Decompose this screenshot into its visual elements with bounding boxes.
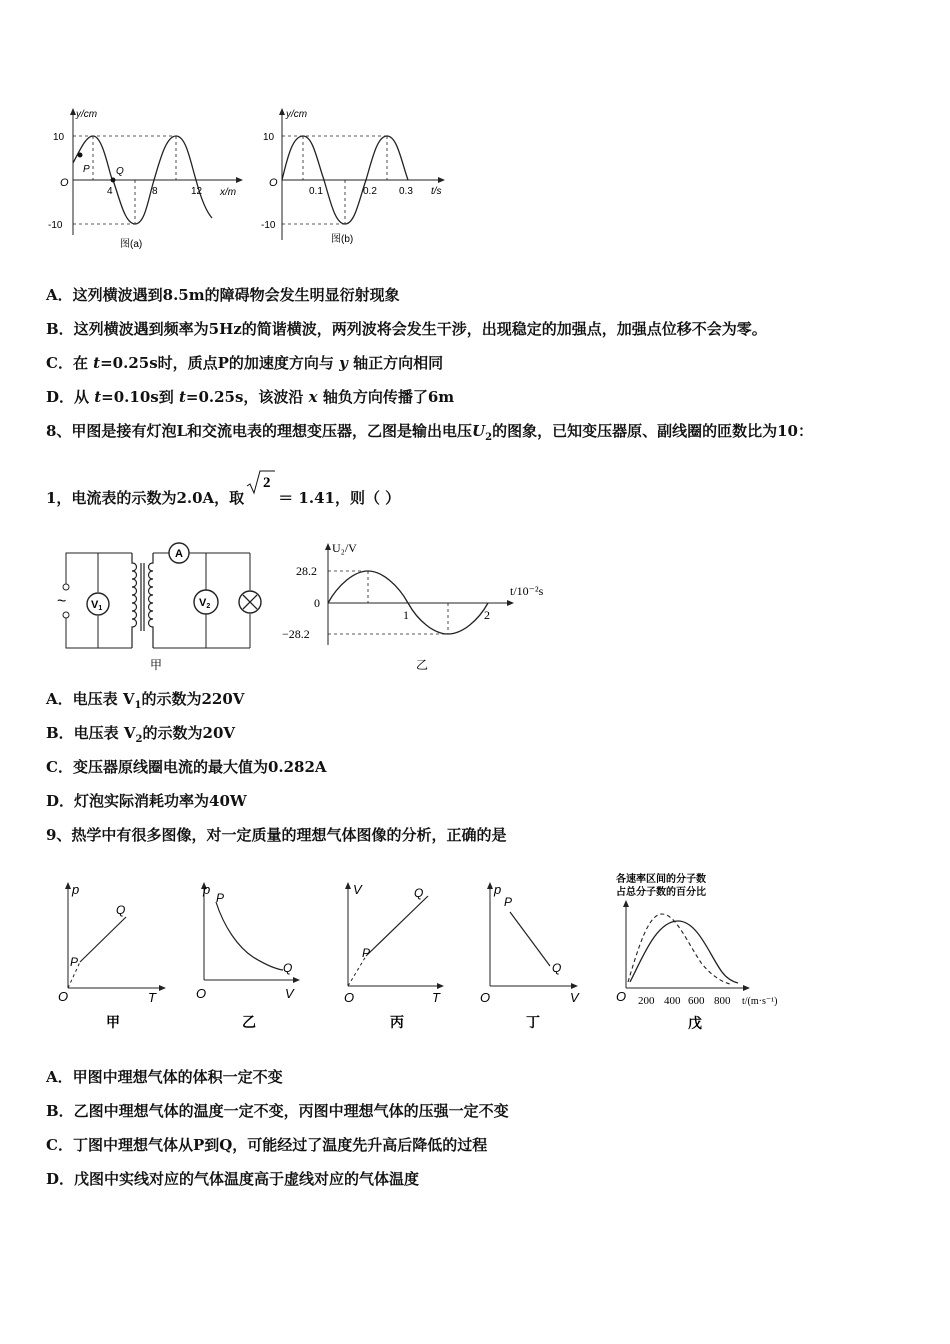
x-label: V: [285, 986, 294, 1001]
text: B．电压表 V: [46, 724, 136, 742]
text: A．电压表 V: [46, 690, 135, 708]
sub: 2: [485, 432, 493, 443]
sqrt-sign: [246, 469, 276, 495]
y-label: p: [72, 882, 80, 897]
text: 轴负方向传播了6m: [317, 388, 455, 406]
sqrt-number: 2: [263, 475, 271, 491]
sqrt-expression: [244, 475, 278, 503]
q7-option-d: [46, 387, 454, 407]
t-tick-0.1: 0.1: [309, 186, 323, 197]
var-y: y: [339, 354, 348, 372]
x-label: T: [148, 990, 156, 1005]
text: 的示数为20V: [142, 724, 236, 742]
x-tick-4: 4: [107, 186, 113, 197]
y-axis-label: y/cm: [286, 109, 308, 120]
figure-9-jia: [50, 872, 175, 1032]
figure-caption: 乙: [416, 658, 429, 672]
var-t: t: [93, 354, 101, 372]
q9-option-b: B．乙图中理想气体的温度一定不变，丙图中理想气体的压强一定不变: [46, 1102, 509, 1120]
q7-option-c: [46, 353, 443, 373]
caption: 戊: [688, 1015, 702, 1031]
origin: O: [616, 989, 627, 1004]
y-pos-tick: 10: [53, 132, 65, 143]
y-max-tick: 28.2: [296, 564, 317, 578]
y-neg-tick: -10: [261, 220, 276, 231]
q8-option-a: [46, 689, 244, 716]
t-tick-0.3: 0.3: [399, 186, 413, 197]
text: C．在: [46, 354, 94, 372]
origin: O: [196, 986, 207, 1001]
x-tick-400: 400: [664, 995, 681, 1007]
text: =0.25s时，质点P的加速度方向与: [100, 354, 340, 372]
text: 的示数为220V: [141, 690, 245, 708]
point-p: P: [216, 891, 225, 905]
ammeter-label: A: [175, 548, 183, 560]
q9-option-c: C．丁图中理想气体从P到Q，可能经过了温度先升高后降低的过程: [46, 1136, 488, 1154]
v1-sub: 1: [98, 605, 103, 612]
figure-9-yi: [188, 872, 313, 1032]
var-u: U: [472, 422, 486, 440]
q9-option-d: D．戊图中实线对应的气体温度高于虚线对应的气体温度: [46, 1170, 420, 1188]
y-axis-label: y/cm: [76, 109, 98, 120]
q8-option-c: C．变压器原线圈电流的最大值为0.282A: [46, 758, 327, 776]
x-tick-8: 8: [152, 186, 158, 197]
y-label: p: [203, 882, 211, 897]
title-line2: 占总分子数的百分比: [616, 887, 706, 898]
sub: 1: [134, 700, 142, 711]
point-p: P: [70, 955, 79, 969]
x-tick-600: 600: [688, 995, 705, 1007]
y-pos-tick: 10: [263, 132, 275, 143]
text: ＝ 1.41，则（ ）: [278, 489, 401, 507]
x-axis-label: x/m: [220, 187, 237, 198]
title-line1: 各速率区间的分子数: [616, 874, 706, 885]
q8-stem-line2: [46, 475, 401, 508]
x-tick-12: 12: [191, 186, 203, 197]
y-label: V: [353, 882, 362, 897]
text: =0.25s，该波沿: [185, 388, 309, 406]
t-tick-2: 2: [484, 608, 490, 622]
var-t: t: [94, 388, 102, 406]
v2-sub: 2: [206, 603, 211, 610]
point-q: Q: [116, 903, 126, 917]
origin: O: [480, 990, 491, 1005]
point-p: P: [362, 946, 371, 960]
origin: O: [58, 989, 69, 1004]
text: 轴正方向相同: [347, 354, 444, 372]
t-tick-1: 1: [403, 608, 409, 622]
q8-option-d: D．灯泡实际消耗功率为40W: [46, 792, 247, 810]
q9-option-a: A．甲图中理想气体的体积一定不变: [46, 1068, 283, 1086]
caption: 甲: [106, 1014, 120, 1030]
point-p: P: [504, 895, 513, 909]
point-q: Q: [283, 961, 293, 975]
figure-8-circuit: [50, 535, 275, 675]
y-label: p: [494, 882, 502, 897]
y-axis-label: U₂/V: [332, 541, 357, 555]
x-axis-label: t/(m·s⁻¹): [742, 996, 778, 1007]
origin: O: [344, 990, 355, 1005]
caption: 丁: [526, 1014, 540, 1030]
q7-option-b: B．这列横波遇到频率为5Hz的简谐横波，两列波将会发生干涉，出现稳定的加强点，加强点位移不会为零。: [46, 320, 767, 338]
figure-9-bing: [336, 872, 461, 1032]
x-tick-200: 200: [638, 995, 655, 1007]
q-label: Q: [116, 166, 124, 177]
figure-7a-wave-graph: [40, 100, 255, 260]
q9-stem: 9、热学中有很多图像，对一定质量的理想气体图像的分析，正确的是: [46, 826, 507, 844]
sub: 2: [135, 734, 143, 745]
t-axis-label: t/s: [431, 186, 442, 197]
p-label: P: [83, 164, 90, 175]
figure-7b-vibration-graph: [255, 100, 465, 260]
caption: 乙: [242, 1014, 256, 1030]
y-neg-tick: -10: [48, 220, 63, 231]
text: 1，电流表的示数为2.0A，取: [46, 489, 245, 507]
var-t: t: [178, 388, 186, 406]
y-min-tick: −28.2: [282, 627, 310, 641]
x-label: T: [432, 990, 440, 1005]
origin-label: O: [269, 177, 278, 189]
point-q: [111, 178, 116, 183]
point-q: Q: [414, 886, 424, 900]
figure-9-ding: [474, 872, 599, 1032]
q8-stem: [46, 421, 813, 448]
ac-source-symbol: ~: [57, 593, 67, 610]
text: =0.10s到: [101, 388, 179, 406]
x-axis-label: t/10⁻²s: [510, 584, 544, 598]
figure-caption: 甲: [150, 658, 163, 672]
figure-9-wu: [610, 864, 815, 1039]
t-tick-0.2: 0.2: [363, 186, 377, 197]
v1-v: V: [91, 599, 99, 611]
origin-label: O: [60, 177, 69, 189]
q7-option-a: A．这列横波遇到8.5m的障碍物会发生明显衍射现象: [46, 286, 400, 304]
point-q: Q: [552, 961, 562, 975]
text: 的图象，已知变压器原、副线圈的匝数比为10：: [492, 422, 813, 440]
x-label: V: [570, 990, 579, 1005]
text: D．从: [46, 388, 95, 406]
figure-8-voltage-graph: [270, 533, 570, 675]
point-p: [78, 153, 83, 158]
var-x: x: [308, 388, 318, 406]
y-zero-tick: 0: [314, 596, 320, 610]
text: 8、甲图是接有灯泡L和交流电表的理想变压器，乙图是输出电压: [46, 422, 472, 440]
figure-caption: 图(a): [120, 239, 143, 250]
v2-v: V: [199, 597, 207, 609]
figure-caption: 图(b): [331, 234, 354, 245]
x-tick-800: 800: [714, 995, 731, 1007]
q8-option-b: [46, 723, 235, 750]
caption: 丙: [390, 1014, 404, 1030]
